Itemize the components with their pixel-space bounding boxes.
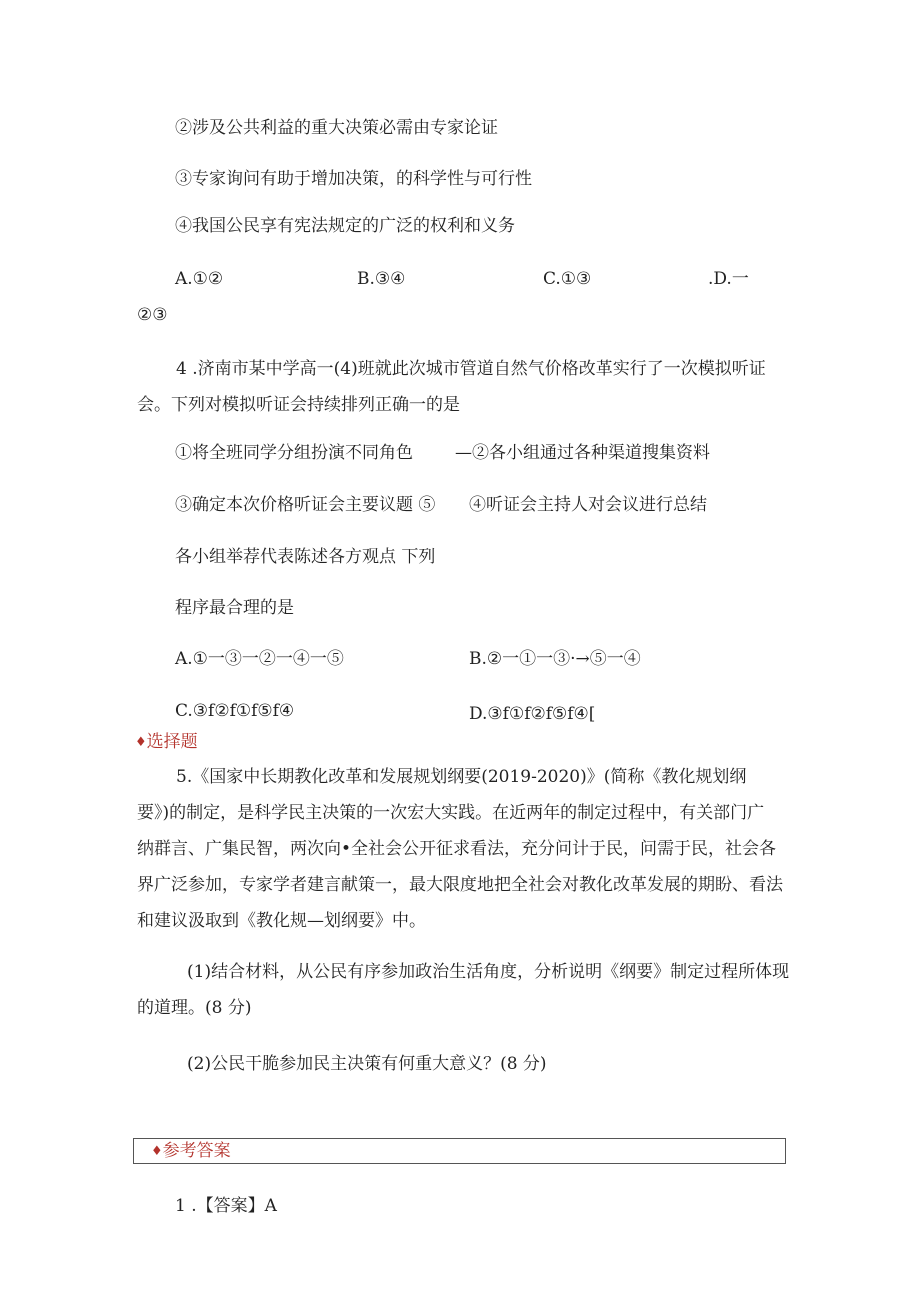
answer-section-heading bbox=[151, 1139, 231, 1164]
q4-stem-line1: 4 .济南市某中学高一(4)班就此次城市管道自然气价格改革实行了一次模拟听证 bbox=[176, 359, 766, 379]
answer-1: 1 .【答案】A bbox=[175, 1196, 277, 1216]
q4-prompt: 程序最合理的是 bbox=[175, 598, 294, 618]
q3-item-4: ④我国公民享有宪法规定的广泛的权利和义务 bbox=[175, 216, 515, 236]
q5-sub2: (2)公民干脆参加民主决策有何重大意义？(8 分) bbox=[187, 1054, 547, 1074]
q4-step-3: ③确定本次价格听证会主要议题 ⑤ bbox=[175, 495, 436, 515]
q3-option-a: A.①② bbox=[175, 269, 224, 289]
q3-option-b: B.③④ bbox=[357, 269, 406, 289]
q3-option-d: .D.一 bbox=[708, 269, 749, 289]
q5-sub1-line1: (1)结合材料，从公民有序参加政治生活角度，分析说明《纲要》制定过程所体现 bbox=[187, 962, 790, 982]
q5-line1: 5.《国家中长期教化改革和发展规划纲要(2019-2020)》(简称《教化规划纲 bbox=[176, 767, 747, 787]
q4-step-5: 各小组举荐代表陈述各方观点 下列 bbox=[175, 547, 436, 567]
q4-step-4: ④听证会主持人对会议进行总结 bbox=[469, 495, 707, 515]
q3-option-c: C.①③ bbox=[543, 269, 592, 289]
section-choice-label: 选择题 bbox=[146, 732, 198, 752]
diamond-icon: ♦ bbox=[135, 735, 147, 750]
diamond-icon: ♦ bbox=[151, 1144, 163, 1159]
q3-item-3: ③专家询问有助于增加决策，的科学性与可行性 bbox=[175, 169, 532, 189]
q4-option-d: D.③f①f②f⑤f④[ bbox=[469, 704, 596, 724]
q5-line4: 界广泛参加，专家学者建言献策一，最大限度地把全社会对教化改革发展的期盼、看法 bbox=[137, 875, 783, 895]
q5-line2: 要》)的制定，是科学民主决策的一次宏大实践。在近两年的制定过程中，有关部门广 bbox=[137, 803, 765, 823]
q3-item-2: ②涉及公共利益的重大决策必需由专家论证 bbox=[175, 118, 498, 138]
q3-option-d-continued: ②③ bbox=[137, 305, 168, 325]
q4-step-2: —②各小组通过各种渠道搜集资料 bbox=[455, 443, 710, 463]
q4-step-1: ①将全班同学分组扮演不同角色 bbox=[175, 443, 413, 463]
answer-section-box bbox=[133, 1138, 786, 1164]
q4-option-a: A.①一③一②一④一⑤ bbox=[175, 649, 344, 669]
answer-section-label: 参考答案 bbox=[162, 1141, 231, 1161]
section-heading-choice bbox=[135, 730, 198, 755]
q4-option-b: B.②一①一③·→⑤一④ bbox=[469, 649, 641, 669]
q5-line5: 和建议汲取到《教化规—划纲要》中。 bbox=[137, 911, 426, 931]
q4-stem-line2: 会。下列对模拟听证会持续排列正确一的是 bbox=[137, 395, 460, 415]
q4-option-c: C.③f②f①f⑤f④ bbox=[175, 701, 295, 721]
q5-sub1-line2: 的道理。(8 分) bbox=[137, 998, 252, 1018]
q5-line3: 纳群言、广集民智，两次向•全社会公开征求看法，充分问计于民，问需于民，社会各 bbox=[137, 839, 777, 859]
